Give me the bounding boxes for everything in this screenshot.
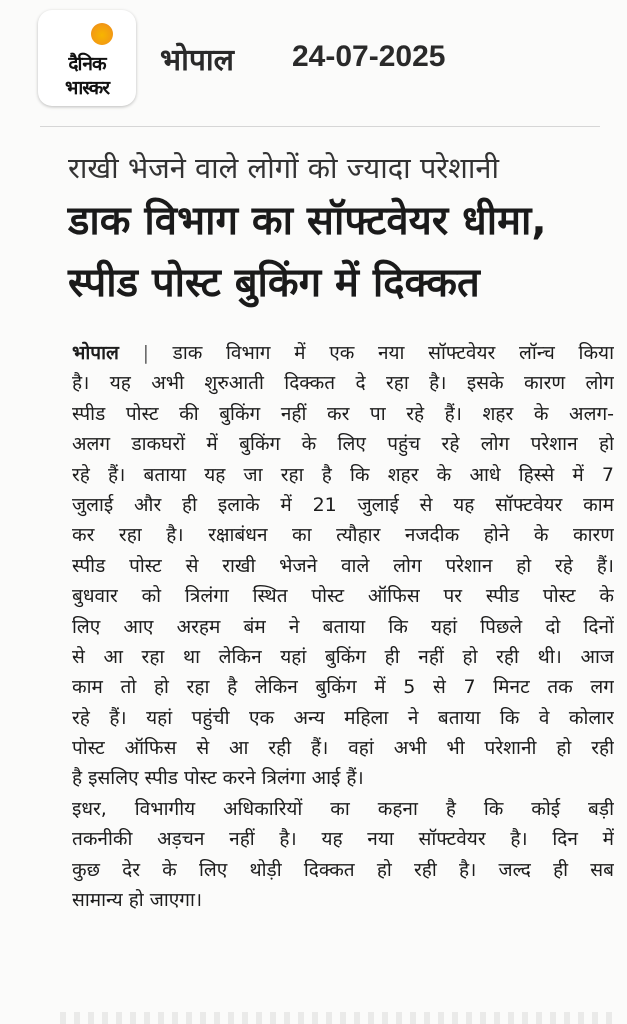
edition-date: 24-07-2025: [292, 40, 446, 73]
body-line: जुलाई और ही इलाके में 21 जुलाई से यह सॉफ्टवेयर काम: [72, 493, 614, 516]
article-headline: [68, 190, 608, 314]
cropped-next-line: [60, 1012, 620, 1024]
body-line: पोस्ट ऑफिस से आ रही हैं। वहां अभी भी परेशानी हो रही: [72, 737, 614, 760]
logo-text-bhaskar: भास्कर: [64, 77, 110, 99]
byline-separator: |: [142, 342, 149, 364]
dainik-bhaskar-logo: [38, 10, 136, 106]
headline-line: डाक विभाग का सॉफ्टवेयर धीमा,: [68, 198, 547, 244]
sun-icon: [91, 23, 113, 45]
body-line: [72, 338, 614, 368]
headline-line: स्पीड पोस्ट बुकिंग में दिक्कत: [68, 260, 480, 306]
body-line: है इसलिए स्पीड पोस्ट करने त्रिलंगा आई हैं।: [72, 767, 364, 790]
body-line: इधर, विभागीय अधिकारियों का कहना है कि कोई बड़ी: [72, 797, 614, 820]
edition-city: भोपाल: [160, 43, 235, 78]
clipping-header: [0, 0, 627, 120]
body-line: से आ रहा था लेकिन यहां बुकिंग ही नहीं हो रही थी। आज: [72, 645, 614, 668]
body-line: स्पीड पोस्ट से राखी भेजने वाले लोग परेशान हो रहे हैं।: [72, 554, 614, 577]
article-kicker: राखी भेजने वाले लोगों को ज्यादा परेशानी: [68, 151, 500, 185]
article-body: [72, 338, 614, 915]
body-line: काम तो हो रहा है लेकिन बुकिंग में 5 से 7 मिनट तक लग: [72, 676, 614, 699]
body-line-text: डाक विभाग में एक नया सॉफ्टवेयर लॉन्च किया: [172, 342, 614, 364]
body-line: स्पीड पोस्ट की बुकिंग नहीं कर पा रहे हैं। शहर के अलग-: [72, 402, 614, 425]
body-line: रहे हैं। बताया यह जा रहा है कि शहर के आधे हिस्से में 7: [72, 463, 614, 486]
header-divider: [40, 126, 600, 127]
article-byline: भोपाल: [72, 342, 119, 364]
body-line: कर रहा है। रक्षाबंधन का त्यौहार नजदीक होने के कारण: [72, 524, 614, 547]
body-line: सामान्य हो जाएगा।: [72, 889, 203, 912]
body-line: कुछ देर के लिए थोड़ी दिक्कत हो रही है। जल्द ही सब: [72, 858, 614, 881]
body-line: है। यह अभी शुरुआती दिक्कत दे रहा है। इसके कारण लोग: [72, 372, 614, 395]
body-line: तकनीकी अड़चन नहीं है। यह नया सॉफ्टवेयर है। दिन में: [72, 828, 614, 851]
body-line: रहे हैं। यहां पहुंची एक अन्य महिला ने बताया कि वे कोलार: [72, 706, 614, 729]
body-line: लिए आए अरहम बंम ने बताया कि यहां पिछले दो दिनों: [72, 615, 614, 638]
body-line: अलग डाकघरों में बुकिंग के लिए पहुंच रहे लोग परेशान हो: [72, 433, 614, 456]
body-line: बुधवार को त्रिलंगा स्थित पोस्ट ऑफिस पर स्पीड पोस्ट के: [72, 585, 614, 608]
logo-text-dainik: दैनिक: [68, 53, 106, 75]
